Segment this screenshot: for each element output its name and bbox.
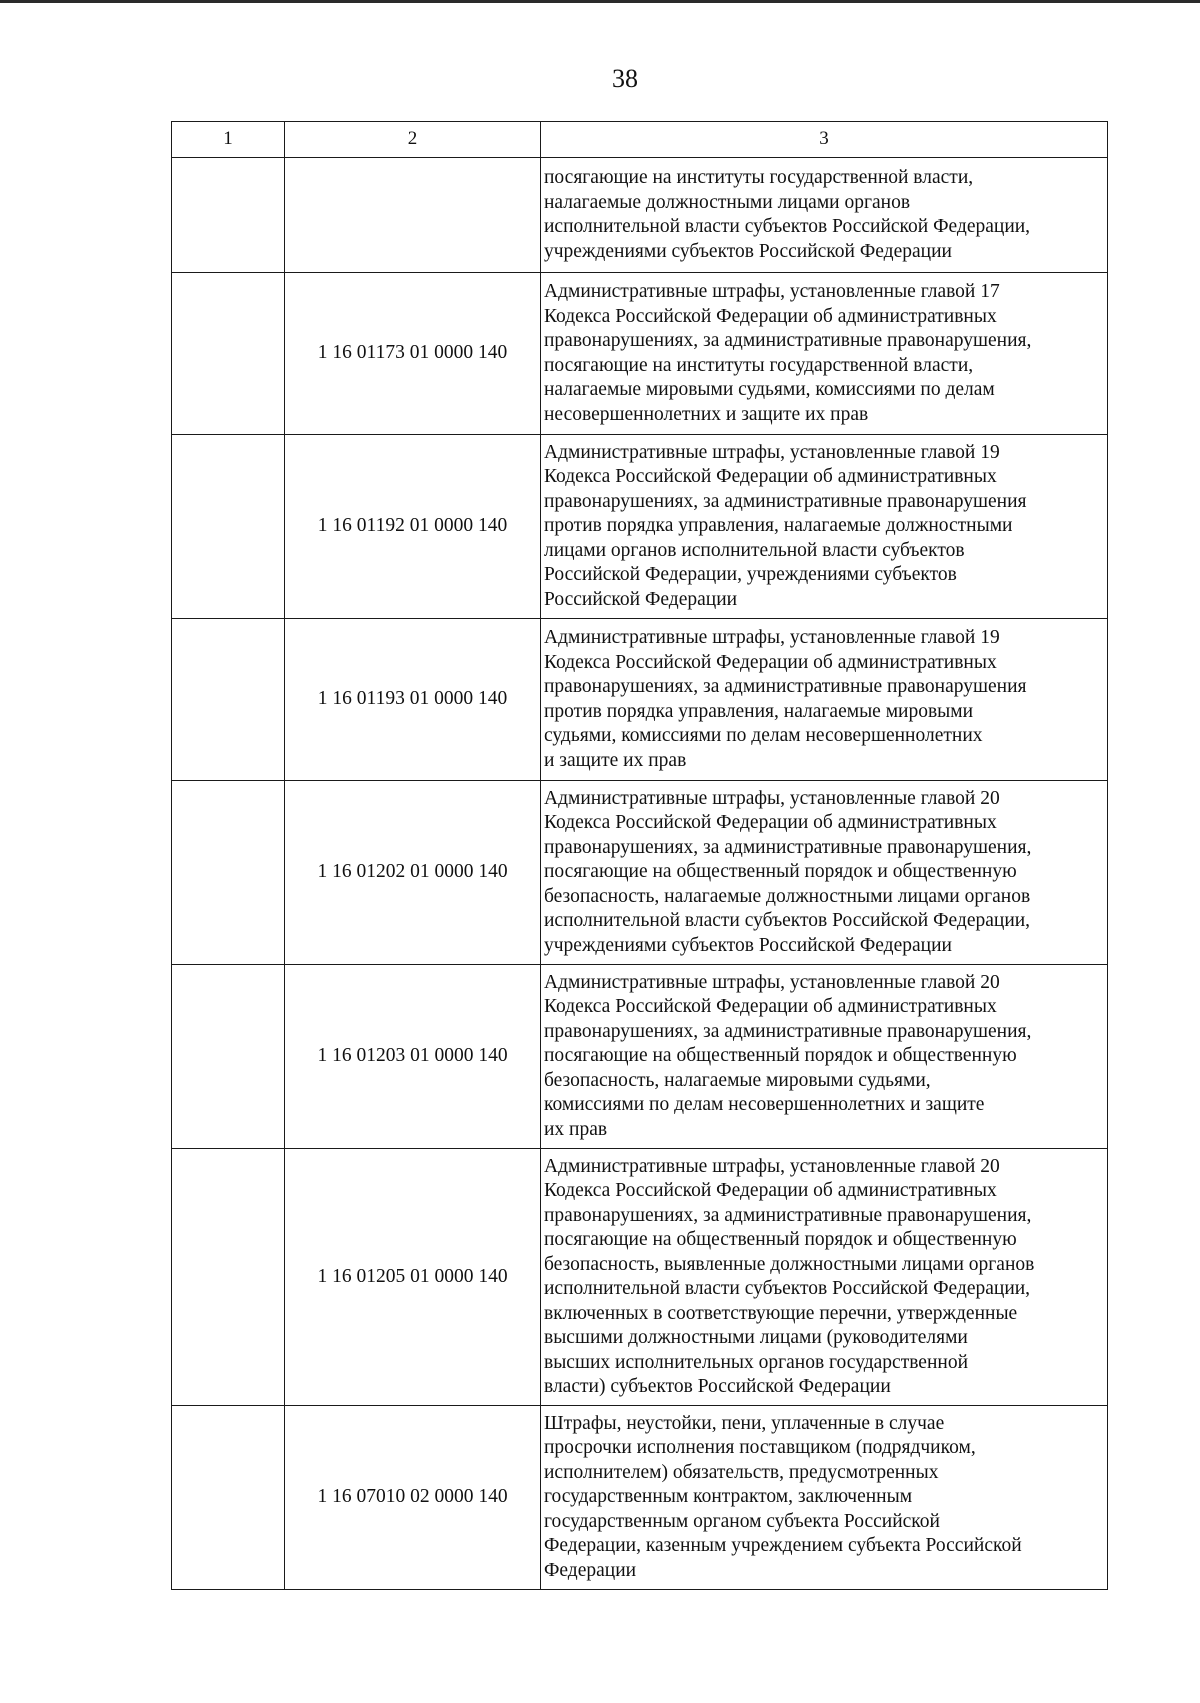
page-number: 38 (612, 64, 638, 93)
table-row (172, 965, 1108, 1149)
table-row (172, 1406, 1108, 1590)
description-line: посягающие на общественный порядок и общественную (544, 1045, 1017, 1067)
scan-top-edge (0, 0, 1200, 3)
description-cell (541, 1406, 1108, 1590)
revenue-codes-table (171, 121, 1108, 1590)
code-cell: 1 16 01192 01 0000 140 (285, 435, 541, 619)
description-line: исполнительной власти субъектов Российской Федерации, (544, 216, 1031, 237)
description-line: налагаемые мировыми судьями, комиссиями по делам (544, 379, 995, 400)
description-line: Административные штрафы, установленные главой 20 (544, 787, 1000, 809)
description-line: учреждениями субъектов Российской Федерации (544, 240, 952, 262)
description-line: Российской Федерации, учреждениями субъектов (544, 564, 957, 586)
description-line: исполнительной власти субъектов Российской Федерации, (544, 910, 1031, 932)
description-line: посягающие на институты государственной власти, (544, 167, 974, 188)
description-line: Административные штрафы, установленные главой 20 (544, 971, 1000, 993)
description-line: высших исполнительных органов государственной (544, 1351, 969, 1373)
description-line: судьями, комиссиями по делам несовершеннолетних (544, 725, 983, 746)
description-line: их прав (544, 1118, 608, 1140)
description-line: Административные штрафы, установленные главой 17 (544, 281, 1000, 302)
description-line: включенных в соответствующие перечни, утвержденные (544, 1302, 1018, 1324)
description-line: Административные штрафы, установленные главой 19 (544, 627, 1000, 648)
description-line: правонарушениях, за административные правонарушения, (544, 330, 1032, 351)
description-line: Федерации (544, 1559, 637, 1581)
description-line: Кодекса Российской Федерации об административных (544, 1180, 997, 1201)
description-line: правонарушениях, за административные правонарушения, (544, 1204, 1032, 1226)
description-line: Кодекса Российской Федерации об административных (544, 305, 997, 327)
description-line: против порядка управления, налагаемые должностными (544, 515, 1013, 537)
description-line: лицами органов исполнительной власти субъектов (544, 539, 965, 561)
description-cell (541, 158, 1108, 273)
header-cell-1: 1 (172, 122, 285, 158)
col1-cell (172, 435, 285, 619)
description-cell (541, 1149, 1108, 1406)
description-line: безопасность, выявленные должностными лицами органов (544, 1253, 1035, 1275)
col1-cell (172, 158, 285, 273)
description-line: Российской Федерации (544, 588, 738, 610)
description-line: высшими должностными лицами (руководителями (544, 1327, 968, 1348)
description-line: Федерации, казенным учреждением субъекта Российской (544, 1535, 1022, 1557)
description-line: просрочки исполнения поставщиком (подрядчиком, (544, 1437, 976, 1459)
code-cell: 1 16 01205 01 0000 140 (285, 1149, 541, 1406)
description-line: государственным органом субъекта Российской (544, 1510, 940, 1532)
description-line: посягающие на общественный порядок и общественную (544, 1229, 1017, 1250)
description-line: Кодекса Российской Федерации об административных (544, 812, 997, 834)
description-line: и защите их прав (544, 749, 687, 771)
description-cell (541, 619, 1108, 781)
description-line: Кодекса Российской Федерации об административных (544, 651, 997, 673)
col1-cell (172, 1149, 285, 1406)
col1-cell (172, 781, 285, 965)
table-row (172, 619, 1108, 781)
description-line: безопасность, налагаемые мировыми судьями, (544, 1069, 931, 1091)
description-line: безопасность, налагаемые должностными лицами органов (544, 885, 1031, 907)
col1-cell (172, 1406, 285, 1590)
code-cell: 1 16 01202 01 0000 140 (285, 781, 541, 965)
description-line: государственным контрактом, заключенным (544, 1486, 913, 1508)
description-line: Административные штрафы, установленные главой 19 (544, 441, 1000, 463)
table-row (172, 1149, 1108, 1406)
col1-cell (172, 619, 285, 781)
description-line: исполнителем) обязательств, предусмотренных (544, 1461, 939, 1483)
description-cell (541, 781, 1108, 965)
description-line: правонарушениях, за административные правонарушения (544, 676, 1027, 697)
description-line: комиссиями по делам несовершеннолетних и защите (544, 1094, 985, 1116)
header-cell-3: 3 (541, 122, 1108, 158)
description-line: Кодекса Российской Федерации об административных (544, 466, 997, 488)
description-line: Кодекса Российской Федерации об административных (544, 996, 997, 1018)
description-line: правонарушениях, за административные правонарушения, (544, 1020, 1032, 1042)
description-cell (541, 965, 1108, 1149)
description-line: правонарушениях, за административные правонарушения (544, 490, 1027, 512)
code-cell: 1 16 01193 01 0000 140 (285, 619, 541, 781)
description-line: посягающие на общественный порядок и общественную (544, 861, 1017, 883)
description-line: Административные штрафы, установленные главой 20 (544, 1155, 1000, 1177)
code-cell: 1 16 01173 01 0000 140 (285, 273, 541, 435)
description-line: власти) субъектов Российской Федерации (544, 1376, 891, 1397)
col1-cell (172, 273, 285, 435)
description-line: налагаемые должностными лицами органов (544, 191, 911, 213)
code-cell: 1 16 01203 01 0000 140 (285, 965, 541, 1149)
description-line: исполнительной власти субъектов Российской Федерации, (544, 1278, 1031, 1299)
description-line: правонарушениях, за административные правонарушения, (544, 836, 1032, 858)
description-line: посягающие на институты государственной власти, (544, 354, 974, 376)
col1-cell (172, 965, 285, 1149)
code-cell: 1 16 07010 02 0000 140 (285, 1406, 541, 1590)
description-line: несовершеннолетних и защите их прав (544, 403, 869, 425)
code-cell (285, 158, 541, 273)
description-cell (541, 273, 1108, 435)
table-row (172, 781, 1108, 965)
table-row (172, 158, 1108, 273)
header-cell-2: 2 (285, 122, 541, 158)
description-line: против порядка управления, налагаемые мировыми (544, 700, 974, 722)
description-cell (541, 435, 1108, 619)
description-line: учреждениями субъектов Российской Федерации (544, 934, 952, 956)
table-header-row (172, 122, 1108, 158)
description-line: Штрафы, неустойки, пени, уплаченные в случае (544, 1412, 945, 1434)
table-row (172, 435, 1108, 619)
table-row (172, 273, 1108, 435)
